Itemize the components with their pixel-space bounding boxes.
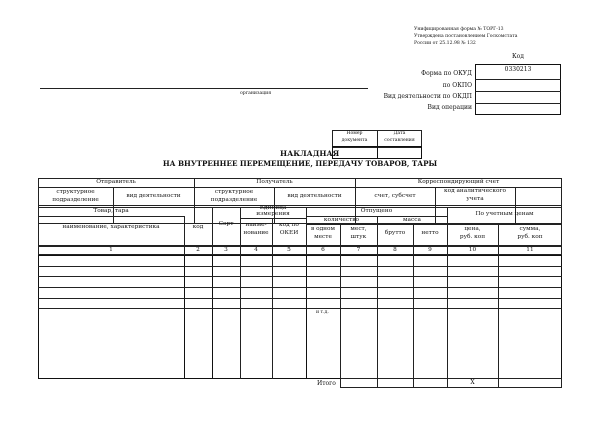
document-subtitle: НА ВНУТРЕННЕЕ ПЕРЕМЕЩЕНИЕ, ПЕРЕДАЧУ ТОВАРОВ, ТАРЫ [162,159,438,168]
places-1: мест, [350,226,367,232]
receiver-struct-1: структурное [214,189,254,195]
analytic-code-2: учета [466,196,484,202]
okei-1: код по [279,222,299,228]
goods-code-header: код [192,224,204,230]
total-price-mark: X [470,379,475,386]
table-row [38,266,562,267]
col-num-7: 7 [356,247,361,253]
organization-line [40,88,368,89]
goods-name-header: наименование, характеристика [62,224,160,230]
col-num-6: 6 [321,247,325,253]
sum-1: сумма, [519,226,541,232]
places-2: штук [350,234,367,240]
document-title: НАКЛАДНАЯ [280,149,340,158]
accounting-header: По учетным ценам [475,211,534,217]
unit-header-2: измерения [256,211,290,217]
sender-struct-1: структурное [56,189,95,195]
approval-line-1: Унифицированная форма № ТОРГ-13 [414,27,504,32]
unit-name-1: наиме- [245,222,267,228]
net-header: нетто [421,230,439,236]
total-label: Итого [317,380,336,387]
receiver-header: Получатель [256,179,293,185]
organization-caption: организация [240,91,272,96]
receiver-activity: вид деятельности [287,193,342,199]
col-num-5: 5 [287,247,291,253]
okud-value: 0330213 [504,66,532,73]
account-header: Корреспондирующий счет [417,179,500,185]
quantity-header: количество [323,217,360,223]
goods-data-area [38,255,562,379]
col-num-8: 8 [393,247,397,253]
unit-header: Единица [259,205,287,211]
table-row [38,287,562,288]
col-num-3: 3 [224,247,228,253]
sender-activity: вид деятельности [126,193,181,199]
col-num-2: 2 [196,247,200,253]
table-row [38,298,562,299]
activity-label: Вид деятельности по ОКДП [383,93,472,100]
col-num-10: 10 [468,247,477,253]
sender-header: Отправитель [96,179,136,185]
approval-line-2: Утверждена постановлением Госкомстата [414,34,518,39]
price-2: руб. коп [459,234,486,240]
doc-date-label-2: составления [384,138,415,143]
price-1: цена, [464,226,481,232]
okei-2: ОКЕИ [279,230,299,236]
grade-header: Сорт [218,221,234,227]
etc-marker: и т.д. [316,310,329,315]
receiver-struct-2: подразделение [210,197,258,203]
analytic-code-1: код аналитического [443,188,507,194]
codes-header: Код [512,53,524,60]
operation-label: Вид операции [427,104,472,111]
table-row [38,308,562,309]
col-num-11: 11 [526,247,534,253]
one-place-1: в одном [310,226,336,232]
sender-struct-2: подразделение [52,197,99,203]
col-num-9: 9 [428,247,432,253]
goods-header: Товар, тара [93,208,129,214]
okud-label: Форма по ОКУД [421,70,472,77]
table-row [38,276,562,277]
approval-line-3: России от 25.12.98 № 132 [414,41,476,46]
mass-header: масса [403,217,421,223]
doc-date-label-1: Дата [393,131,406,136]
col-num-1: 1 [109,247,113,253]
gross-header: брутто [384,230,406,236]
account-subaccount: счет, субсчет [374,193,416,199]
col-num-4: 4 [254,247,258,253]
doc-number-label-2: документа [341,138,368,143]
okpo-label: по ОКПО [442,82,472,89]
shipped-header: Отпущено [360,208,393,214]
unit-name-2: нование [243,230,269,236]
sum-2: руб. коп [517,234,543,240]
doc-number-label-1: Номер [346,131,363,136]
one-place-2: месте [314,234,332,240]
